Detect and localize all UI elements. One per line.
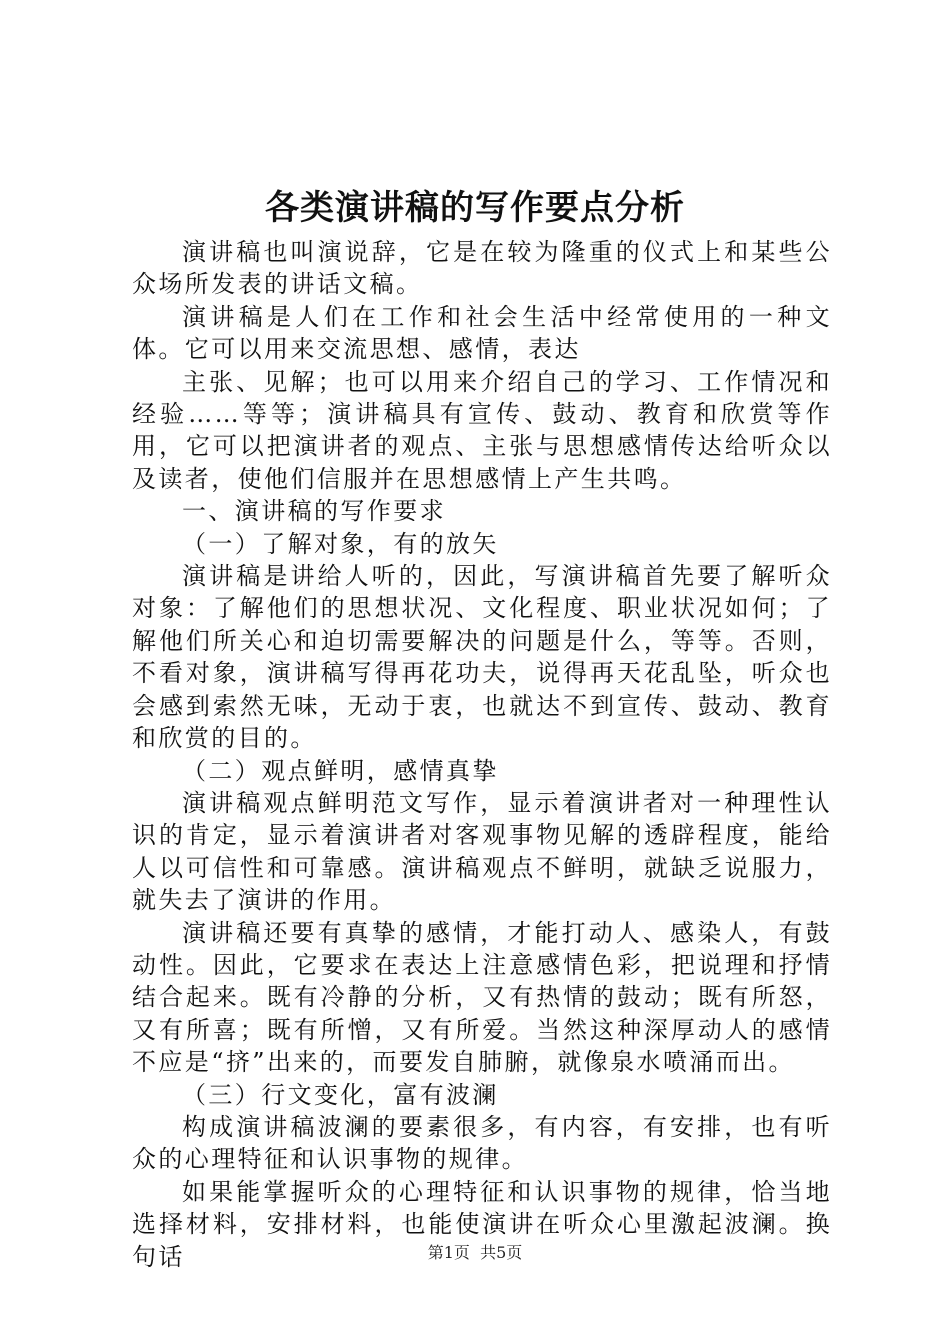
page-footer xyxy=(0,1243,950,1263)
paragraph-emotion: 演讲稿还要有真挚的感情，才能打动人、感染人，有鼓动性。因此，它要求在表达上注意感情色彩，把说理和抒情结合起来。既有冷静的分析，又有热情的鼓动；既有所怒，又有所喜；既有所憎，又有所爱。当然这种深厚动人的感情不应是“挤”出来的，而要发自肺腑，就像泉水喷涌而出。 xyxy=(132,918,832,1077)
document-title: 各类演讲稿的写作要点分析 xyxy=(265,188,685,228)
subheading-audience: （一）了解对象，有的放矢 xyxy=(182,529,499,558)
paragraph-variation-method: 如果能掌握听众的心理特征和认识事物的规律，恰当地选择材料，安排材料，也能使演讲在听众心里激起波澜。换句话 xyxy=(132,1177,832,1271)
page-number: 第1页 xyxy=(427,1243,470,1262)
paragraph-purpose: 主张、见解；也可以用来介绍自己的学习、工作情况和经验……等等；演讲稿具有宣传、鼓动、教育和欣赏等作用，它可以把演讲者的观点、主张与思想感情传达给听众以及读者，使他们信服并在思想感情上产生共鸣。 xyxy=(132,367,832,493)
page-total: 共5页 xyxy=(480,1243,523,1262)
paragraph-intro: 演讲稿也叫演说辞，它是在较为隆重的仪式上和某些公众场所发表的讲话文稿。 xyxy=(132,238,832,299)
section-heading-requirements: 一、演讲稿的写作要求 xyxy=(182,497,446,526)
paragraph-definition: 演讲稿是人们在工作和社会生活中经常使用的一种文体。它可以用来交流思想、感情，表达 xyxy=(132,302,832,364)
paragraph-variation-elements: 构成演讲稿波澜的要素很多，有内容，有安排，也有听众的心理特征和认识事物的规律。 xyxy=(132,1112,832,1174)
subheading-viewpoint: （二）观点鲜明，感情真挚 xyxy=(182,756,499,785)
paragraph-viewpoint: 演讲稿观点鲜明范文写作，显示着演讲者对一种理性认识的肯定，显示着演讲者对客观事物见解的透辟程度，能给人以可信性和可靠感。演讲稿观点不鲜明，就缺乏说服力，就失去了演讲的作用。 xyxy=(132,788,832,915)
subheading-variation: （三）行文变化，富有波澜 xyxy=(182,1080,499,1109)
document-body xyxy=(132,236,832,1273)
paragraph-audience: 演讲稿是讲给人听的，因此，写演讲稿首先要了解听众对象：了解他们的思想状况、文化程度、职业状况如何；了解他们所关心和迫切需要解决的问题是什么，等等。否则，不看对象，演讲稿写得再花功夫，说得再天花乱坠，听众也会感到索然无味，无动于衷，也就达不到宣传、鼓动、教育和欣赏的目的。 xyxy=(132,562,832,753)
